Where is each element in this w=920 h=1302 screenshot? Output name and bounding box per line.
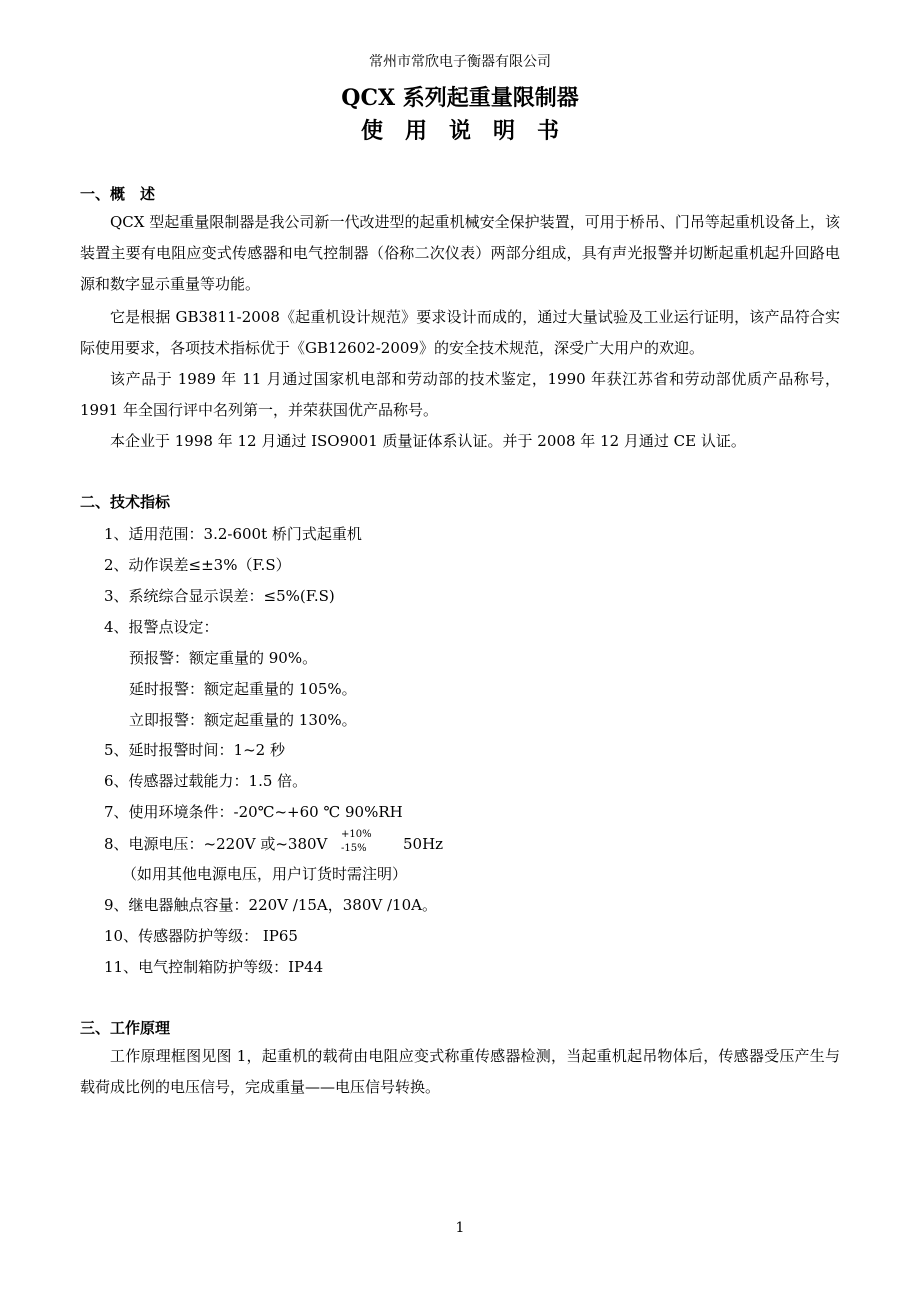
- spec-item: 9、继电器触点容量：220V /15A，380V /10A。: [104, 896, 437, 914]
- voltage-frequency: 50Hz: [403, 835, 444, 853]
- spec-item: 10、传感器防护等级： IP65: [104, 927, 298, 945]
- spec-subitem: 延时报警：额定起重量的 105%。: [129, 680, 357, 698]
- overview-paragraph-3: 该产品于 1989 年 11 月通过国家机电部和劳动部的技术鉴定，1990 年获江苏省和劳动部优质产品称号，1991 年全国行评中名列第一，并荣获国优产品称号。: [80, 370, 840, 419]
- overview-paragraph-4: 本企业于 1998 年 12 月通过 ISO9001 质量证体系认证。并于 2008 年 12 月通过 CE 认证。: [110, 432, 746, 450]
- spec-subitem: 立即报警：额定起重量的 130%。: [129, 711, 357, 729]
- document-subtitle: 使用说明书: [360, 118, 581, 144]
- spec-subitem: 预报警：额定重量的 90%。: [129, 649, 318, 667]
- spec-note: （如用其他电源电压，用户订货时需注明）: [122, 865, 408, 883]
- section-heading-overview: 一、概 述: [80, 185, 156, 203]
- spec-item: 4、报警点设定：: [104, 618, 219, 636]
- voltage-tolerance-minus: -15%: [341, 843, 367, 854]
- spec-item: 1、适用范围：3.2-600t 桥门式起重机: [104, 525, 362, 543]
- spec-item: 11、电气控制箱防护等级：IP44: [104, 958, 324, 976]
- spec-item-voltage: 8、电源电压：~220V 或~380V: [104, 835, 328, 853]
- section-heading-principle: 三、工作原理: [80, 1019, 171, 1037]
- principle-paragraph: 工作原理框图见图 1，起重机的载荷由电阻应变式称重传感器检测，当起重机起吊物体后，传感器受压产生与载荷成比例的电压信号，完成重量——电压信号转换。: [80, 1047, 840, 1096]
- overview-paragraph-2: 它是根据 GB3811-2008《起重机设计规范》要求设计而成的，通过大量试验及工业运行证明，该产品符合实际使用要求，各项技术指标优于《GB12602-2009》的安全技术规范，深受广大用户的欢迎。: [80, 308, 840, 357]
- spec-item: 3、系统综合显示误差：≤5%(F.S): [104, 587, 335, 605]
- spec-item: 5、延时报警时间：1~2 秒: [104, 741, 285, 759]
- page-number: 1: [455, 1220, 465, 1236]
- voltage-tolerance-plus: +10%: [341, 829, 372, 840]
- document-title: QCX 系列起重量限制器: [341, 85, 579, 111]
- spec-item: 7、使用环境条件：-20℃~+60 ℃ 90%RH: [104, 803, 403, 821]
- company-name: 常州市常欣电子衡器有限公司: [369, 54, 551, 70]
- spec-item: 6、传感器过载能力：1.5 倍。: [104, 772, 308, 790]
- section-heading-specs: 二、技术指标: [80, 493, 171, 511]
- spec-item: 2、动作误差≤±3%（F.S）: [104, 556, 291, 574]
- overview-paragraph-1: QCX 型起重量限制器是我公司新一代改进型的起重机械安全保护装置，可用于桥吊、门吊等起重机设备上，该装置主要有电阻应变式传感器和电气控制器（俗称二次仪表）两部分组成，具有声光报警并切断起重机起升回路电源和数字显示重量等功能。: [80, 213, 840, 293]
